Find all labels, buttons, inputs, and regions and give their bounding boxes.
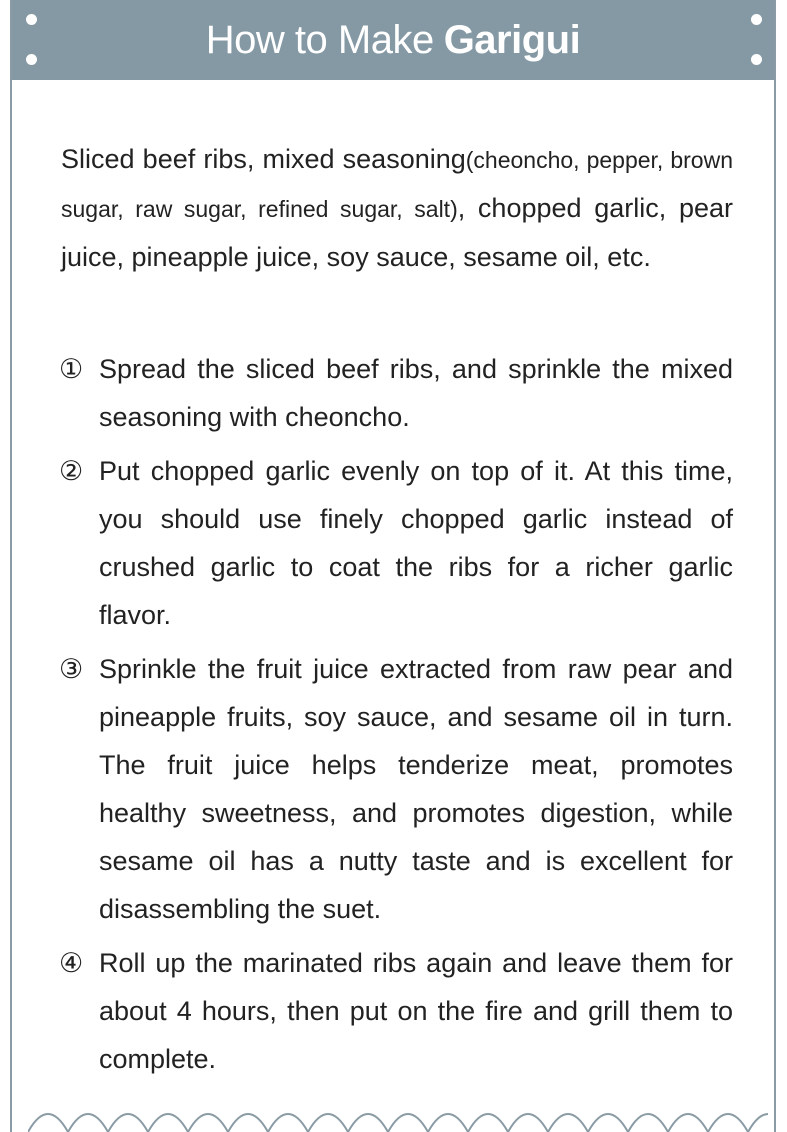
- seasoning-detail: (cheoncho, pepper, brown sugar, raw sugar, refined sugar, salt): [61, 147, 733, 222]
- step-number: ④: [59, 948, 84, 978]
- corner-dot-icon: [751, 54, 762, 65]
- corner-dot-icon: [751, 14, 762, 25]
- corner-dot-icon: [26, 14, 37, 25]
- step-text: Spread the sliced beef ribs, and sprinkle the mixed seasoning with cheoncho.: [99, 354, 733, 432]
- ingredients-rest: , chopped garlic, pear juice, pineapple juice, soy sauce, sesame oil, etc.: [61, 193, 733, 272]
- ingredients-main: Sliced beef ribs, mixed seasoning: [61, 144, 466, 174]
- steps-list: [59, 345, 733, 1089]
- list-item: [59, 939, 733, 1083]
- scalloped-edge-icon: [28, 1112, 768, 1132]
- step-text: Put chopped garlic evenly on top of it. At this time, you should use finely chopped garlic instead of crushed garlic to coat the ribs for a richer garlic flavor.: [99, 456, 733, 630]
- recipe-header: [12, 0, 774, 80]
- list-item: [59, 645, 733, 933]
- recipe-card: [10, 0, 776, 1132]
- step-number: ②: [59, 456, 84, 486]
- ingredients-text: [61, 135, 733, 281]
- step-text: Sprinkle the fruit juice extracted from raw pear and pineapple fruits, soy sauce, and sesame oil in turn. The fruit juice helps tenderize meat, promotes healthy sweetness, and promotes digestion, while sesame oil has a nutty taste and is excellent for disassembling the suet.: [99, 654, 733, 924]
- recipe-name: Garigui: [443, 17, 581, 62]
- list-item: [59, 345, 733, 441]
- corner-dot-icon: [26, 54, 37, 65]
- step-number: ③: [59, 654, 84, 684]
- list-item: [59, 447, 733, 639]
- step-number: ①: [59, 354, 84, 384]
- title-prefix: How to Make: [205, 17, 434, 62]
- step-text: Roll up the marinated ribs again and leave them for about 4 hours, then put on the fire and grill them to complete.: [99, 948, 733, 1074]
